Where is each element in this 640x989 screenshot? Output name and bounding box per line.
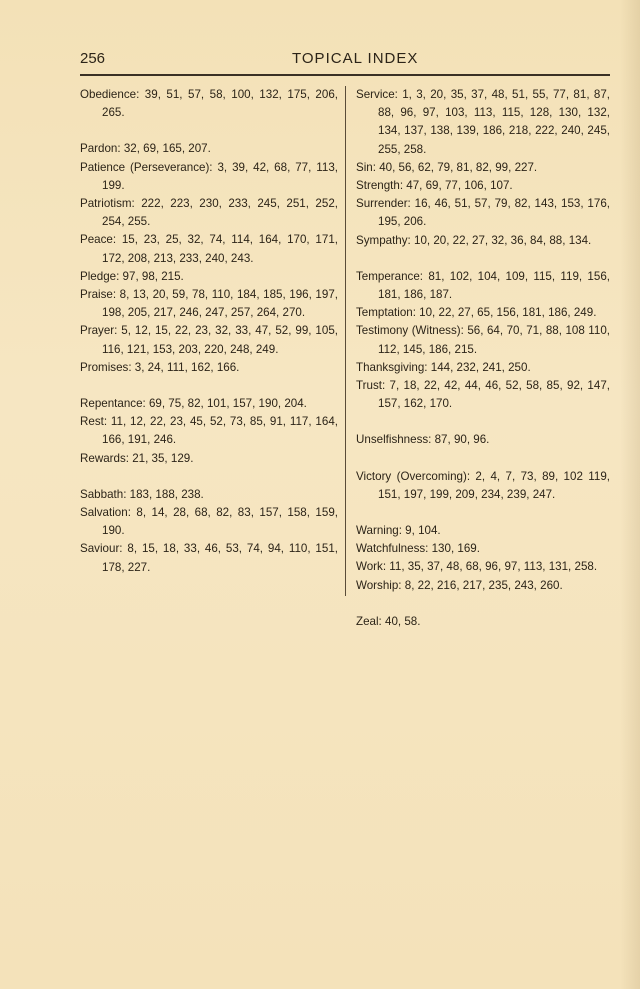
index-entry: Trust: 7, 18, 22, 42, 44, 46, 52, 58, 85, 92, 147, 157, 162, 170.: [356, 379, 610, 411]
index-entry: Temperance: 81, 102, 104, 109, 115, 119, 156, 181, 186, 187.: [356, 269, 610, 302]
index-entry: Rewards: 21, 35, 129.: [80, 451, 194, 465]
index-entry: Pardon: 32, 69, 165, 207.: [80, 142, 211, 156]
index-entry: Sabbath: 183, 188, 238.: [80, 487, 204, 501]
index-entry: Victory (Overcoming): 2, 4, 7, 73, 89, 102 119, 151, 197, 199, 209, 234, 239, 247.: [356, 469, 610, 501]
section-gap: [356, 450, 610, 468]
index-entry: Watchfulness: 130, 169.: [356, 542, 480, 556]
index-entry: Praise: 8, 13, 20, 59, 78, 110, 184, 185, 196, 197, 198, 205, 217, 246, 247, 257, 264, 270.: [80, 288, 338, 320]
index-entry: Patriotism: 222, 223, 230, 233, 245, 251, 252, 254, 255.: [80, 197, 338, 229]
index-entry: Saviour: 8, 15, 18, 33, 46, 53, 74, 94, 110, 151, 178, 227.: [80, 542, 338, 574]
index-entry: Obedience: 39, 51, 57, 58, 100, 132, 175, 206, 265.: [80, 88, 338, 120]
section-gap: [356, 504, 610, 522]
section-gap: [356, 413, 610, 431]
section-gap: [80, 377, 338, 395]
index-entry: Prayer: 5, 12, 15, 22, 23, 32, 33, 47, 52, 99, 105, 116, 121, 153, 203, 220, 248, 249.: [80, 324, 338, 356]
index-entry: Temptation: 10, 22, 27, 65, 156, 181, 186, 249.: [356, 306, 597, 320]
column-divider: [345, 86, 346, 596]
index-entry: Peace: 15, 23, 25, 32, 74, 114, 164, 170, 171, 172, 208, 213, 233, 240, 243.: [80, 233, 338, 265]
page-number: 256: [80, 50, 106, 67]
index-entry: Repentance: 69, 75, 82, 101, 157, 190, 204.: [80, 397, 307, 411]
index-entry: Thanksgiving: 144, 232, 241, 250.: [356, 360, 531, 374]
index-entry: Salvation: 8, 14, 28, 68, 82, 83, 157, 158, 159, 190.: [80, 506, 338, 538]
running-title: TOPICAL INDEX: [292, 50, 419, 67]
index-entry: Strength: 47, 69, 77, 106, 107.: [356, 179, 513, 193]
index-column-left: [80, 86, 338, 577]
index-entry: Surrender: 16, 46, 51, 57, 79, 82, 143, 153, 176, 195, 206.: [356, 197, 610, 229]
index-entry: Testimony (Witness): 56, 64, 70, 71, 88, 108 110, 112, 145, 186, 215.: [356, 324, 610, 356]
index-entry: Patience (Perseverance): 3, 39, 42, 68, 77, 113, 199.: [80, 160, 338, 192]
index-entry: Worship: 8, 22, 216, 217, 235, 243, 260.: [356, 578, 563, 592]
index-column-right: [356, 86, 610, 631]
index-entry: Service: 1, 3, 20, 35, 37, 48, 51, 55, 77, 81, 87, 88, 96, 97, 103, 113, 115, 128, 130, 132, 134, 137, 138, 139, 186, 218, 222, 240, 245, 255, 258.: [356, 88, 610, 156]
index-entry: Rest: 11, 12, 22, 23, 45, 52, 73, 85, 91, 117, 164, 166, 191, 246.: [80, 415, 338, 447]
index-entry: Promises: 3, 24, 111, 162, 166.: [80, 360, 240, 374]
index-entry: Zeal: 40, 58.: [356, 614, 421, 628]
running-header: [80, 50, 610, 76]
index-entry: Sympathy: 10, 20, 22, 27, 32, 36, 84, 88, 134.: [356, 233, 592, 247]
index-entry: Unselfishness: 87, 90, 96.: [356, 433, 490, 447]
index-entry: Pledge: 97, 98, 215.: [80, 269, 184, 283]
section-gap: [80, 122, 338, 140]
page-edge-shadow: [620, 0, 640, 989]
index-entry: Work: 11, 35, 37, 48, 68, 96, 97, 113, 131, 258.: [356, 560, 598, 574]
index-entry: Sin: 40, 56, 62, 79, 81, 82, 99, 227.: [356, 160, 538, 174]
section-gap: [80, 468, 338, 486]
index-entry: Warning: 9, 104.: [356, 524, 441, 538]
section-gap: [356, 250, 610, 268]
section-gap: [356, 595, 610, 613]
